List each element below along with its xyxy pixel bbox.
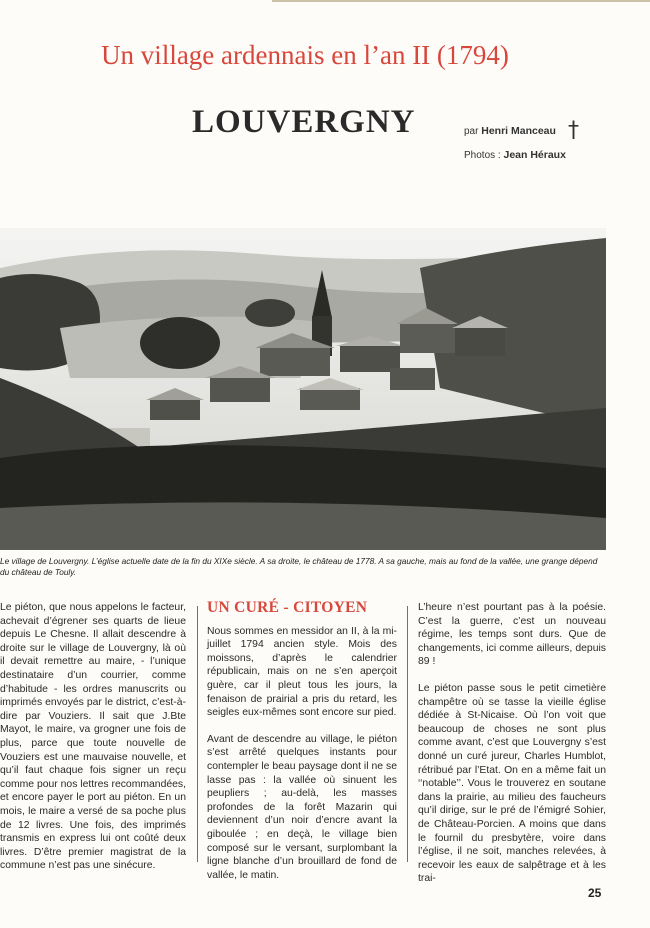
cross-symbol: † [568, 118, 579, 143]
column-3-paragraph-2: Le piéton passe sous le petit cimetière champêtre où se tasse la vieille église dédiée à St-Nicaise. Où l’on voit que beaucoup de choses ne sont plus comme avant, c’est que Louvergny s’est donné un curé jureur, Charles Humblot, rétribué par l’Etat. On en a même fait un ‘‘notable’’. Vous le trouverez en soutane dans la prairie, au milieu des faucheurs qu’il dirige, sur le pré de l’émigré Sohier, de Château-Porcien. A moins que dans le fournil du presbytère, voire dans l’église, il ne soit, manches relevées, à recevoir les eaux de salpêtrage et à les trai- [418, 682, 606, 885]
photographer-name: Jean Héraux [503, 149, 566, 161]
column-2-paragraph-1: Nous sommes en messidor an II, à la mi-juillet 1794 ancien style. Mois des moissons, d’après le calendrier républicain, mais on ne s’en aperçoit guère, car il pleut tous les jours, la fenaison de prairial a pris du retard, les seigles eux-mêmes sont encore sur pied. [207, 625, 397, 719]
author-name: Henri Manceau [481, 125, 556, 137]
author-line [464, 125, 556, 137]
text-column-1 [0, 601, 186, 886]
author-prefix: par [464, 126, 479, 137]
photos-prefix: Photos : [464, 150, 501, 161]
page-number: 25 [588, 886, 602, 900]
column-rule-1 [197, 606, 198, 862]
photo-credit-line [464, 149, 566, 161]
photo-caption: Le village de Louvergny. L’église actuelle date de la fin du XIXe siècle. A sa droite, le château de 1778. A sa gauche, mais au fond de la vallée, une grange dépend du château de Touly. [0, 556, 598, 577]
article-supertitle: Un village ardennais en l’an II (1794) [101, 40, 509, 70]
village-photo [0, 228, 606, 550]
text-column-3 [418, 601, 606, 899]
article-title: LOUVERGNY [192, 104, 416, 140]
village-photo-illustration [0, 228, 606, 550]
column-1-paragraph-1: Le piéton, que nous appelons le facteur, achevait d’égrener ses quarts de lieue depuis Le Chesne. Il allait descendre à droite sur le village de Louvergny, là où il devait remettre au maire, - l’unique destinataire d’un courrier, comme d’habitude - les ordres manuscrits ou imprimés envoyés par le district, c’est-à-dire par Vouziers. Il sait que J.Bte Mayot, le maire, va grogner une fois de plus, parce que toute nouvelle de Vouziers est une mauvaise nouvelle, et qu’il faut chaque fois signer un reçu comme pour nos lettres recommandées, et encore payer le port au piéton. En un mois, le maire a versé de sa poche plus de 12 livres. Une fois, des imprimés transmis en express lui ont coûté deux livres. D’être premier magistrat de la commune n’est pas une sinécure. [0, 602, 186, 872]
text-column-2 [207, 601, 397, 895]
column-rule-2 [407, 606, 408, 862]
column-3-paragraph-1: L’heure n’est pourtant pas à la poésie. C’est la guerre, c’est un nouveau régime, les temps sont durs. Que de changements, ici comme ailleurs, depuis 89 ! [418, 602, 606, 668]
column-2-paragraph-2: Avant de descendre au village, le piéton s’est arrêté quelques instants pour contempler le beau paysage dont il ne se lasse pas : la vallée où sinuent les peupliers ; au-delà, les masses profondes de la forêt Mazarin qui deviennent d’un noir d’encre avant la giboulée ; en deçà, le village bien composé sur le versant, surplombant la ligne blanche d’un brouillard de fond de vallée, le matin. [207, 733, 397, 881]
top-rule [272, 0, 650, 2]
section-heading: UN CURÉ - CITOYEN [207, 599, 368, 616]
